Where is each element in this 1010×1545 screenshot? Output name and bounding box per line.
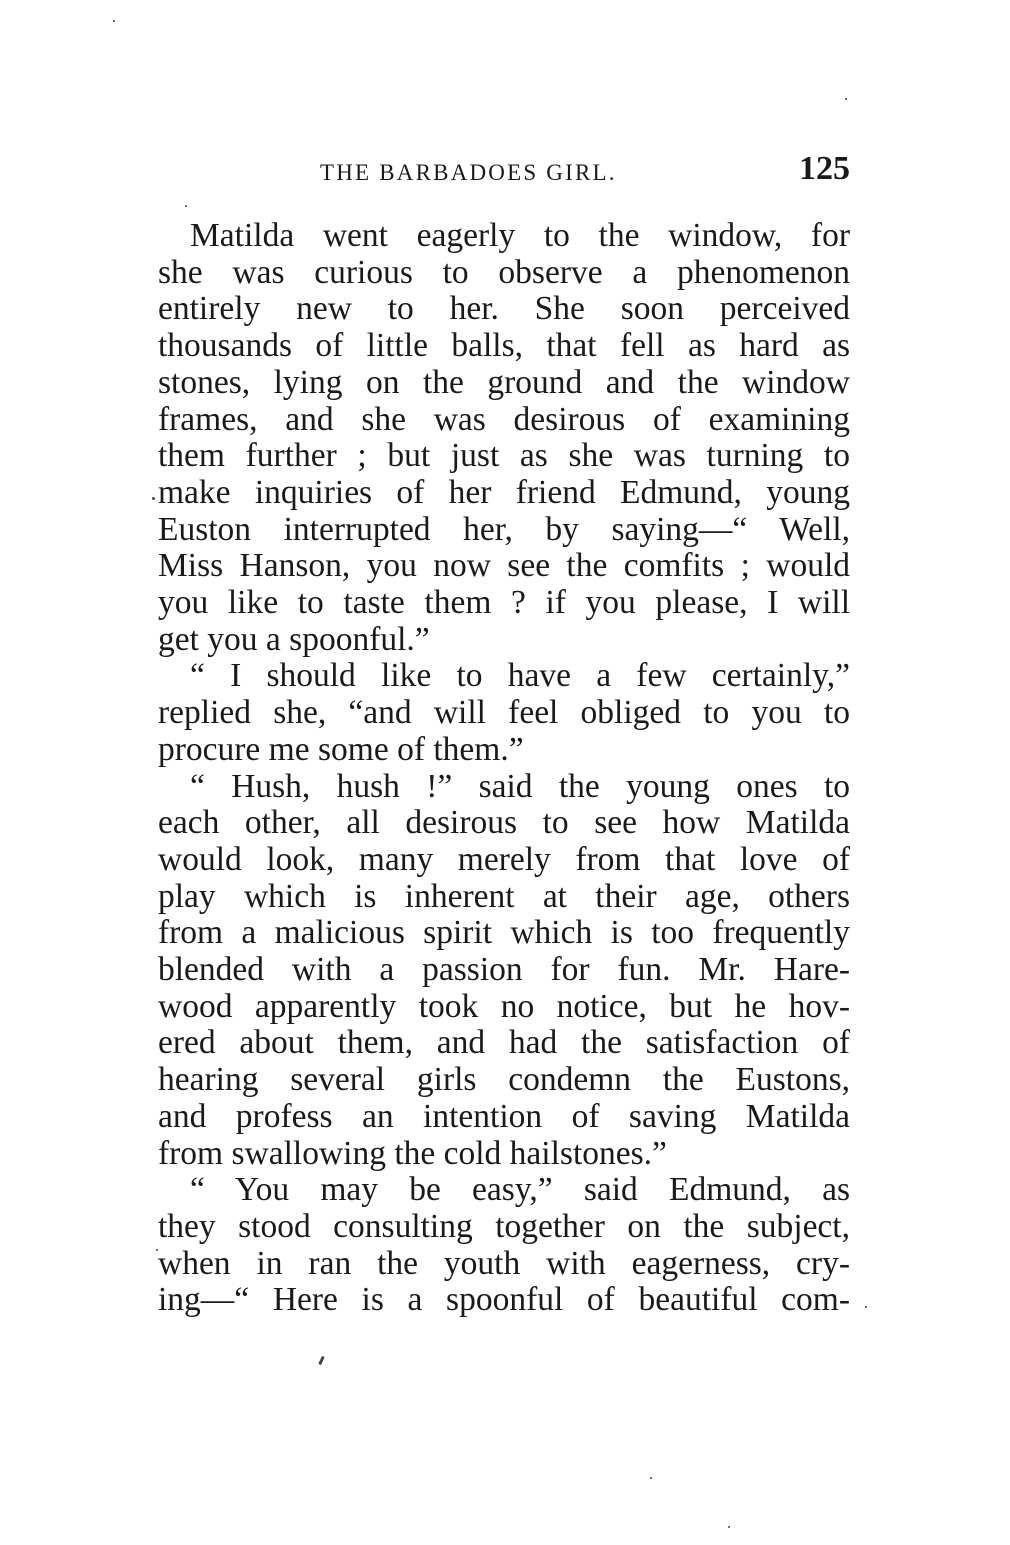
scan-speck xyxy=(318,1356,325,1365)
scan-speck xyxy=(113,20,115,22)
body-text xyxy=(158,218,850,1319)
text-line: make inquiries of her friend Edmund, young xyxy=(158,473,850,511)
text-line: Miss Hanson, you now see the comfits ; would xyxy=(158,547,850,585)
text-line: them further ; but just as she was turning to xyxy=(158,437,850,475)
text-line: replied she, “and will feel obliged to you to xyxy=(158,694,850,732)
text-line: “ I should like to have a few certainly,” xyxy=(190,657,850,695)
scan-speck xyxy=(152,497,155,500)
text-line: she was curious to observe a phenomenon xyxy=(158,253,850,291)
text-line: and profess an intention of saving Matilda xyxy=(158,1097,850,1135)
page-header xyxy=(160,150,850,194)
running-title: THE BARBADOES GIRL. xyxy=(320,160,617,185)
text-line: wood apparently took no notice, but he hov- xyxy=(158,987,850,1025)
scan-speck xyxy=(156,1249,158,1251)
text-line: procure me some of them.” xyxy=(158,730,524,768)
text-line: entirely new to her. She soon perceived xyxy=(158,290,850,328)
scan-speck xyxy=(650,1477,652,1479)
text-line: from swallowing the cold hailstones.” xyxy=(158,1134,667,1172)
text-line: ing—“ Here is a spoonful of beautiful com- xyxy=(158,1281,850,1319)
page-number: 125 xyxy=(799,150,850,187)
text-line: would look, many merely from that love of xyxy=(158,840,850,878)
text-line: thousands of little balls, that fell as hard as xyxy=(158,327,850,365)
text-line: hearing several girls condemn the Eustons, xyxy=(158,1061,850,1099)
scan-speck xyxy=(185,205,187,207)
text-line: from a malicious spirit which is too frequently xyxy=(158,914,850,952)
scan-speck xyxy=(728,1526,730,1528)
text-line: when in ran the youth with eagerness, cry- xyxy=(158,1244,850,1282)
text-line: Euston interrupted her, by saying—“ Well, xyxy=(158,510,850,548)
text-line: blended with a passion for fun. Mr. Hare- xyxy=(158,951,850,989)
text-line: “ You may be easy,” said Edmund, as xyxy=(190,1171,850,1209)
text-line: Matilda went eagerly to the window, for xyxy=(190,217,850,254)
text-line: ered about them, and had the satisfaction of xyxy=(158,1024,850,1062)
scan-speck xyxy=(845,98,847,100)
text-line: get you a spoonful.” xyxy=(158,620,430,658)
text-line: stones, lying on the ground and the window xyxy=(158,363,850,401)
scan-speck xyxy=(865,1306,867,1308)
text-line: you like to taste them ? if you please, I will xyxy=(158,584,850,622)
text-line: frames, and she was desirous of examining xyxy=(158,400,850,438)
text-line: each other, all desirous to see how Matilda xyxy=(158,804,850,842)
text-line: they stood consulting together on the subject, xyxy=(158,1207,850,1245)
text-line: play which is inherent at their age, others xyxy=(158,877,850,915)
text-line: “ Hush, hush !” said the young ones to xyxy=(190,767,850,805)
